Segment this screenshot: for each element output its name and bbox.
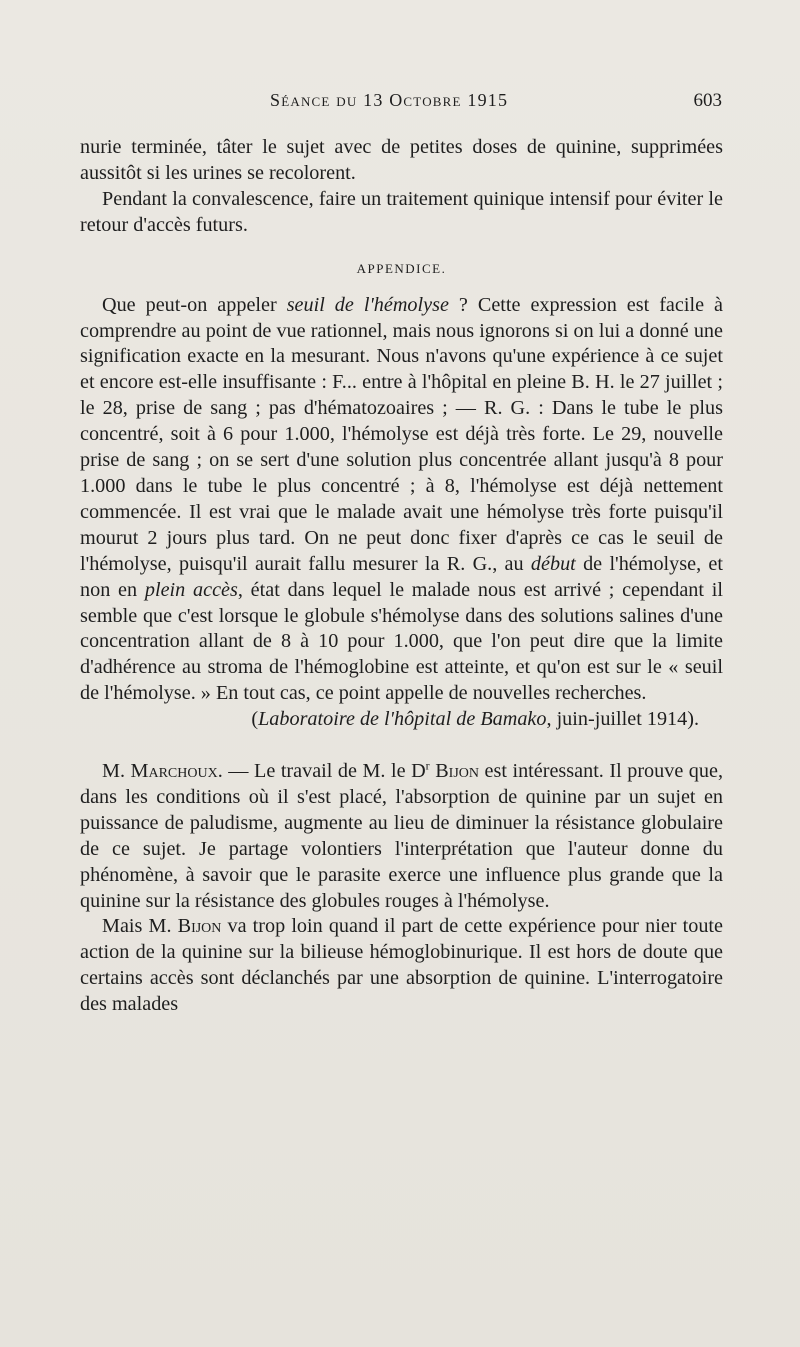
author-name: Bijon <box>429 760 479 783</box>
appendix-heading: APPENDICE. <box>356 260 447 276</box>
appendix-text-d: début <box>530 552 576 575</box>
appendix-text-f: plein accès <box>144 578 238 601</box>
page-number: 603 <box>693 90 722 111</box>
speaker-name: Marchoux <box>130 760 218 783</box>
paragraph-marchoux <box>80 759 723 914</box>
appendix-text-a: Que peut-on appeler <box>102 293 287 316</box>
signature-open: ( <box>251 708 259 731</box>
paragraph-continuation: nurie terminée, tâter le sujet avec de petites doses de quinine, supprimées aussitôt si les urines se recolorent. <box>80 136 723 184</box>
paragraph-appendix <box>80 293 723 708</box>
marchoux-text-b: est intéressant. Il prouve que, dans les conditions où il s'est placé, l'absorption de quinine par un sujet en puissance de paludisme, augmente au lieu de diminuer la résistance globulaire de ce sujet. Je partage volontiers l'interprétation que l'auteur donne du phénomène, à savoir que le parasite exerce une influence plus grande que la quinine sur la résistance des globules rouges à l'hémolyse. <box>80 760 724 912</box>
laboratory-signature <box>80 707 723 733</box>
doctor-superscript: r <box>425 758 430 773</box>
speaker-prefix: M. <box>102 760 131 783</box>
appendix-text-e: de l'hémolyse, et non en <box>80 552 723 601</box>
critique-text-a: Mais M. <box>102 915 178 938</box>
appendix-text-c: ? Cette expression est facile à comprendre au point de vue rationnel, mais nous ignorons si on lui a donné une signification exacte en la mesurant. Nous n'avons qu'une expérience à ce sujet et encore est-elle insuffisante : F... entre à l'hôpital en pleine B. H. le 27 juillet ; le 28, prise de sang ; pas d'hématozoaires ; — R. G. : Dans le tube le plus concentré, soit à 6 pour 1.000, l'hémolyse est déjà très forte. Le 29, nouvelle prise de sang ; on se sert d'une solution plus concentrée allant jusqu'à 8 pour 1.000 dans le tube le plus concentré ; à 8, l'hémolyse est déjà nettement commencée. Il est vrai que le malade avait une hémolyse très forte puisqu'il mourut 2 jours plus tard. On ne peut donc fixer d'après ce cas le seuil de l'hémolyse, puisqu'il aurait fallu mesurer la R. G., au <box>80 293 723 575</box>
signature-rest: , juin-juillet 1914). <box>546 708 699 731</box>
section-gap <box>80 733 723 759</box>
paragraph-critique <box>80 914 723 1018</box>
critique-author-name: Bijon <box>177 915 222 938</box>
marchoux-text-a: . — Le travail de M. le D <box>217 760 426 783</box>
appendix-text-g: , état dans lequel le malade nous est arrivé ; cependant il semble que c'est lorsque le globule s'hémolyse dans des solutions salines d'une concentration allant de 8 à 10 pour 1.000, que l'on peut dire que la limite d'adhérence au stroma de l'hémoglobine est atteinte, et qu'on est sur le « seuil de l'hémolyse. » En tout cas, ce point appelle de nouvelles recherches. <box>80 578 723 705</box>
appendix-text-b: seuil de l'hémolyse <box>286 293 449 316</box>
critique-text-b: va trop loin quand il part de cette expérience pour nier toute action de la quinine sur la bilieuse hémoglobinurique. Il est hors de doute que certains accès sont déclanchés par une absorption de quinine. L'interrogatoire des malades <box>80 915 723 1016</box>
running-title: Séance du 13 Octobre 1915 <box>270 90 509 110</box>
page-header <box>0 88 800 118</box>
page-body <box>80 135 723 1018</box>
signature-italic: Laboratoire de l'hôpital de Bamako <box>258 708 547 731</box>
paragraph-convalescence: Pendant la convalescence, faire un traitement quinique intensif pour éviter le retour d'accès futurs. <box>80 187 723 236</box>
